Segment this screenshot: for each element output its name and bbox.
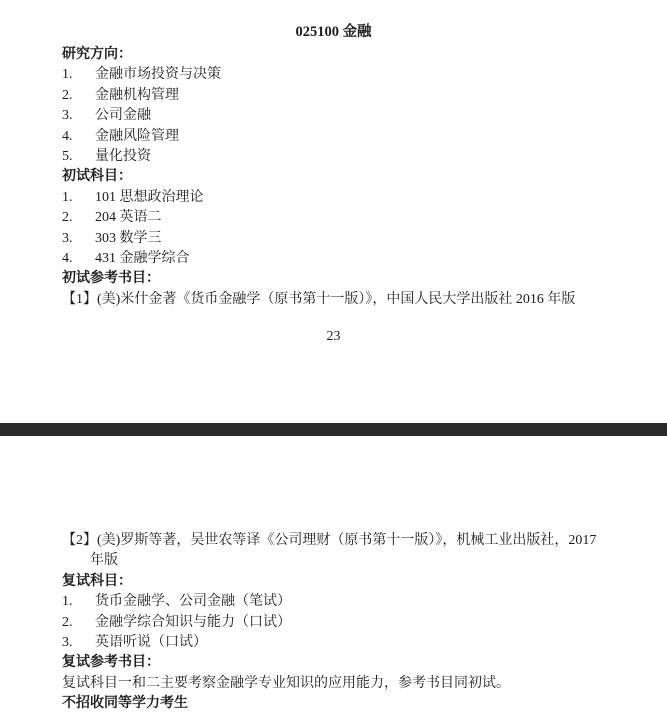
item-text: 公司金融 xyxy=(95,108,151,124)
item-number: 1. xyxy=(62,594,73,610)
page-24-content xyxy=(62,531,659,715)
item-number: 3. xyxy=(62,635,73,651)
section-heading-initial-exam-subjects: 初试科目： xyxy=(62,169,132,185)
item-number: 5. xyxy=(62,149,73,165)
item-number: 2. xyxy=(62,87,73,103)
retest-reference-note: 复试科目一和二主要考察金融学专业知识的应用能力，参考书目同初试。 xyxy=(62,675,510,691)
item-text: 金融机构管理 xyxy=(95,87,179,103)
page-number: 23 xyxy=(326,329,341,344)
item-text: 英语听说（口试） xyxy=(95,635,207,651)
research-item-4 xyxy=(62,127,659,147)
initial-exam-item-2 xyxy=(62,208,659,228)
item-text: 303 数学三 xyxy=(95,230,162,246)
item-number: 4. xyxy=(62,128,73,144)
item-number: 2. xyxy=(62,614,73,630)
item-text: 货币金融学、公司金融（笔试） xyxy=(95,594,291,610)
item-number: 3. xyxy=(62,230,73,246)
section-heading-retest-subjects: 复试科目： xyxy=(62,573,132,589)
initial-exam-item-1 xyxy=(62,188,659,208)
item-text: 金融市场投资与决策 xyxy=(95,67,221,83)
page-23-content xyxy=(62,45,659,310)
item-number: 3. xyxy=(62,108,73,124)
item-text: 量化投资 xyxy=(95,149,151,165)
item-text: 431 金融学综合 xyxy=(95,251,190,267)
reference-entry-2: 【2】(美)罗斯等著，吴世农等译《公司理财（原书第十一版）》，机械工业出版社，2017 xyxy=(62,533,597,548)
item-text: 204 英语二 xyxy=(95,210,162,226)
item-text: 金融风险管理 xyxy=(95,128,179,144)
research-item-5 xyxy=(62,147,659,167)
item-number: 1. xyxy=(62,189,73,205)
research-item-2 xyxy=(62,86,659,106)
reference-entry-2-continuation: 年版 xyxy=(90,553,118,569)
program-title: 025100 金融 xyxy=(295,24,372,40)
item-text: 101 思想政治理论 xyxy=(95,189,204,205)
initial-exam-item-4 xyxy=(62,249,659,269)
section-heading-retest-reference-books: 复试参考书目： xyxy=(62,655,160,671)
item-text: 金融学综合知识与能力（口试） xyxy=(95,614,291,630)
retest-item-3 xyxy=(62,633,659,653)
retest-item-2 xyxy=(62,613,659,633)
page-separator-bar xyxy=(0,423,667,436)
research-item-3 xyxy=(62,106,659,126)
item-number: 1. xyxy=(62,67,73,83)
section-heading-research-directions: 研究方向： xyxy=(62,47,132,62)
retest-item-1 xyxy=(62,592,659,612)
item-number: 2. xyxy=(62,210,73,226)
initial-exam-item-3 xyxy=(62,229,659,249)
no-equivalent-education-note: 不招收同等学力考生 xyxy=(62,696,188,712)
item-number: 4. xyxy=(62,251,73,267)
reference-entry-1: 【1】(美)米什金著《货币金融学（原书第十一版）》，中国人民大学出版社 2016 年版 xyxy=(62,291,576,307)
section-heading-initial-reference-books: 初试参考书目： xyxy=(62,271,160,287)
research-item-1 xyxy=(62,65,659,85)
